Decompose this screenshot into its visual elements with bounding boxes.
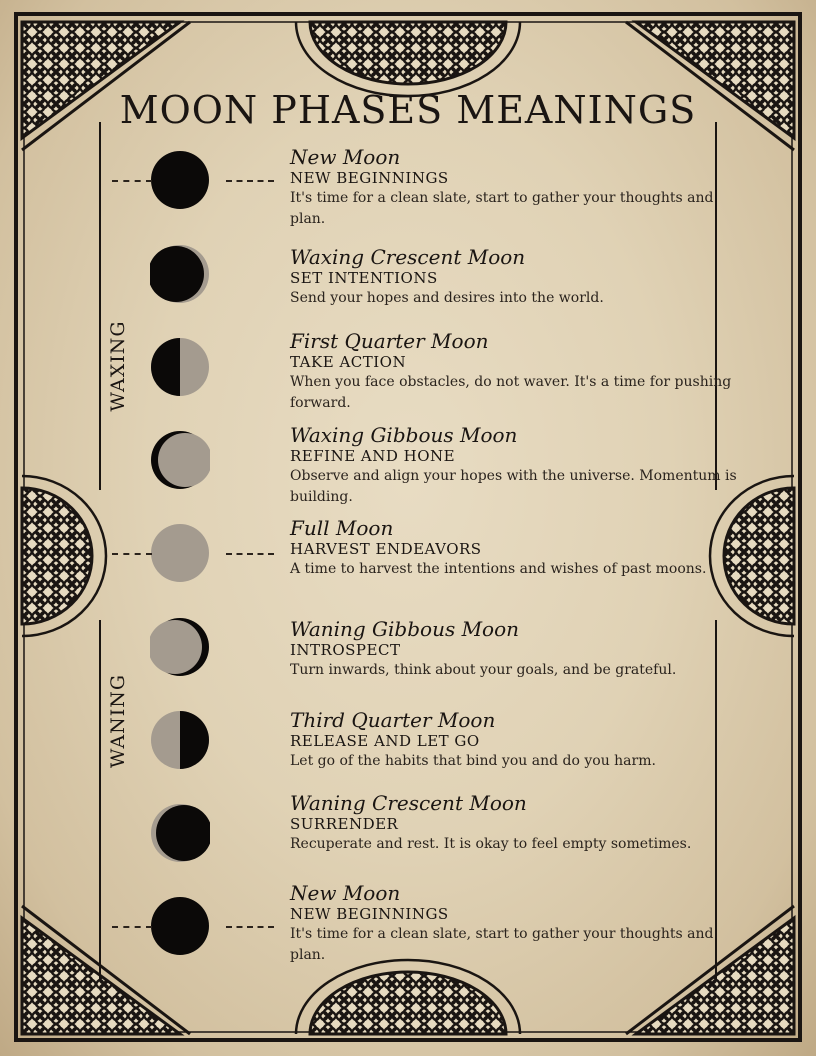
phase-description: It's time for a clean slate, start to gather your thoughts and plan. <box>290 190 714 227</box>
phase-name: First Quarter Moon <box>290 329 489 353</box>
phase-keyword: SURRENDER <box>290 815 399 833</box>
phase-description: Recuperate and rest. It is okay to feel empty sometimes. <box>290 836 692 852</box>
phase-entry <box>290 246 760 309</box>
phase-entry <box>290 330 760 414</box>
phase-name: New Moon <box>290 145 401 169</box>
phase-entry <box>290 517 760 580</box>
phase-name: Waning Crescent Moon <box>290 791 527 815</box>
waxing-label: WAXING <box>107 320 129 412</box>
phase-entry <box>290 618 760 681</box>
waning-gibbous-moon-icon <box>150 617 210 677</box>
phase-name: Waxing Gibbous Moon <box>290 423 518 447</box>
third-quarter-moon-icon <box>150 710 210 770</box>
phase-entry <box>290 424 760 508</box>
phase-keyword: INTROSPECT <box>290 641 401 659</box>
top-center-knot <box>296 22 520 96</box>
first-quarter-moon-icon <box>150 337 210 397</box>
dash-line <box>112 926 152 928</box>
page-title: MOON PHASES MEANINGS <box>119 88 697 132</box>
dash-line <box>112 553 152 555</box>
bottom-center-knot <box>296 960 520 1034</box>
phase-keyword: TAKE ACTION <box>290 353 407 371</box>
phase-entry <box>290 146 760 230</box>
phase-entry <box>290 792 760 855</box>
new-moon-icon <box>150 896 210 956</box>
phase-description: Turn inwards, think about your goals, and be grateful. <box>290 662 677 678</box>
phase-description: A time to harvest the intentions and wishes of past moons. <box>290 561 707 577</box>
phase-description: It's time for a clean slate, start to gather your thoughts and plan. <box>290 926 714 963</box>
phase-description: Observe and align your hopes with the universe. Momentum is building. <box>290 468 737 505</box>
phase-name: Waning Gibbous Moon <box>290 617 520 641</box>
dash-line <box>226 926 274 928</box>
phase-keyword: REFINE AND HONE <box>290 447 456 465</box>
phase-description: Let go of the habits that bind you and do you harm. <box>290 753 656 769</box>
waxing-gibbous-moon-icon <box>150 430 210 490</box>
phase-description: When you face obstacles, do not waver. It's a time for pushing forward. <box>290 374 732 411</box>
phase-keyword: NEW BEGINNINGS <box>290 905 449 923</box>
phase-keyword: NEW BEGINNINGS <box>290 169 449 187</box>
phase-name: Full Moon <box>290 516 394 540</box>
phase-name: Third Quarter Moon <box>290 708 496 732</box>
waning-crescent-moon-icon <box>150 803 210 863</box>
dash-line <box>112 180 152 182</box>
waning-label: WANING <box>107 673 129 769</box>
phase-keyword: RELEASE AND LET GO <box>290 732 480 750</box>
phase-name: New Moon <box>290 881 401 905</box>
new-moon-icon <box>150 150 210 210</box>
phase-name: Waxing Crescent Moon <box>290 245 526 269</box>
phase-entry <box>290 882 760 966</box>
dash-line <box>226 180 274 182</box>
left-side-knot <box>22 476 106 636</box>
waxing-crescent-moon-icon <box>150 244 210 304</box>
phase-keyword: SET INTENTIONS <box>290 269 438 287</box>
full-moon-icon <box>150 523 210 583</box>
dash-line <box>226 553 274 555</box>
phase-keyword: HARVEST ENDEAVORS <box>290 540 482 558</box>
phase-entry <box>290 709 760 772</box>
phase-description: Send your hopes and desires into the world. <box>290 290 604 306</box>
